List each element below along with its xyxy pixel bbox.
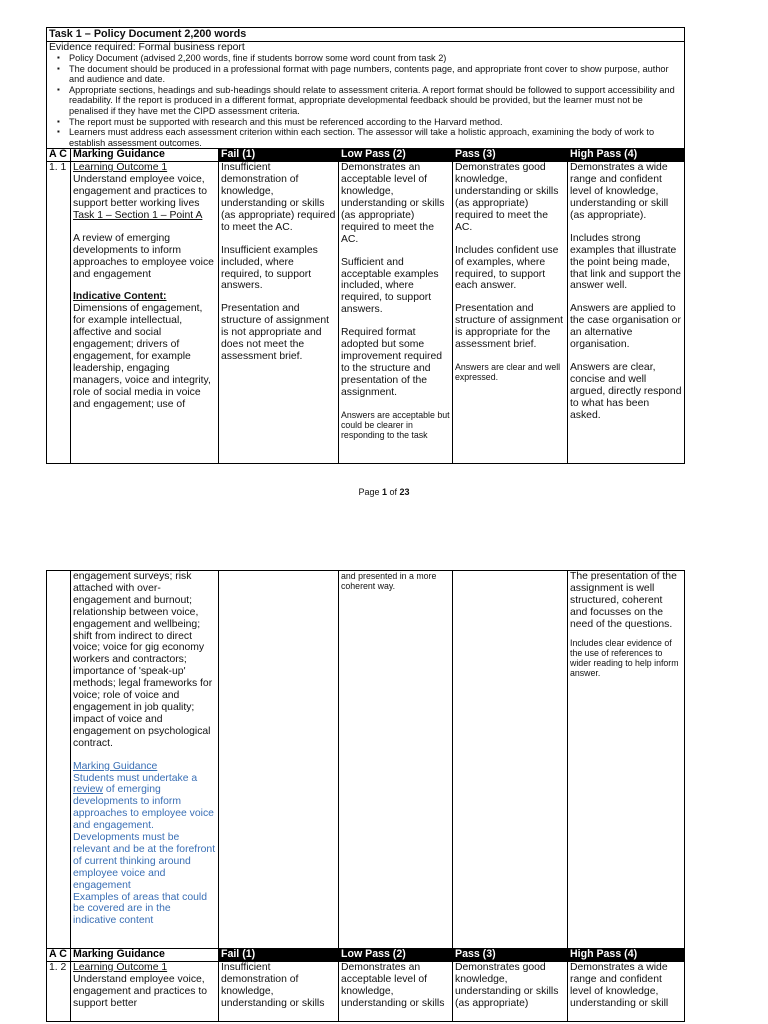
table-row: [47, 961, 685, 1021]
marking-guidance-cell: [71, 961, 219, 1021]
header-high-pass: High Pass (4): [568, 149, 685, 162]
high-pass-criterion: Includes strong examples that illustrate the point being made, that link and support the answer well.: [570, 232, 681, 292]
table-row: [47, 571, 685, 949]
header-marking-guidance: Marking Guidance: [71, 149, 219, 162]
high-pass-criterion: Answers are clear, concise and well argued, directly respond to what has been asked.: [570, 361, 682, 421]
high-pass-criterion: The presentation of the assignment is well structured, coherent and focusses on the need of the questions.: [570, 571, 677, 630]
header-low-pass: Low Pass (2): [339, 149, 453, 162]
fail-criterion: Insufficient demonstration of knowledge, understanding or skills: [221, 961, 325, 1009]
pass-criterion: Presentation and structure of assignment is appropriate for the assessment brief.: [455, 303, 563, 351]
learning-outcome-title: Learning Outcome 1: [73, 961, 168, 973]
learning-outcome-text: Understand employee voice, engagement and practices to support better working lives: [73, 174, 208, 209]
pass-cell: [453, 961, 568, 1021]
evidence-bullet: ▪ Appropriate sections, headings and sub-headings should relate to assessment criteria. A report format should be followed to support accessibility and readability. If the report is produced in a different format, appropriate developmental feedback should be provided, but the learner must not be penalised if they have met the CIPD assessment criteria.: [69, 85, 682, 117]
header-fail: Fail (1): [219, 149, 339, 162]
marking-guidance-examples: Examples of areas that could be covered are in the indicative content: [73, 891, 207, 927]
header-pass: Pass (3): [453, 949, 568, 962]
assessment-table-page-2: [46, 570, 685, 1022]
table-header-row: [47, 149, 685, 162]
high-pass-criterion: Answers are applied to the case organisation or an alternative organisation.: [570, 303, 681, 351]
header-ac: A C: [47, 149, 71, 162]
header-low-pass: Low Pass (2): [339, 949, 453, 962]
high-pass-cell: [568, 162, 685, 464]
evidence-bullet: ▪ Policy Document (advised 2,200 words, fine if students borrow some word count from task 2): [69, 53, 682, 64]
high-pass-cell: [568, 571, 685, 949]
evidence-bullet: ▪ The document should be produced in a professional format with page numbers, contents page, and appropriate front cover to show purpose, author and audience and date.: [69, 64, 682, 85]
section-reference: Task 1 – Section 1 – Point A: [73, 209, 203, 221]
table-row: [47, 162, 685, 464]
pass-cell: [453, 162, 568, 464]
low-pass-cell: [339, 961, 453, 1021]
evidence-bullet: ▪ Learners must address each assessment criterion within each section. The assessor will take a holistic approach, examining the body of work to establish assessment outcomes.: [69, 127, 682, 148]
indicative-content-text: engagement surveys; risk attached with over-engagement and burnout; relationship between voice, engagement and wellbeing; shift from indirect to direct voice; voice for gig economy workers and contractors; importance of 'speak-up' methods; legal frameworks for voice; role of voice and engagement in job quality; impact of voice and engagement on psychological contract.: [73, 571, 213, 749]
low-pass-note: Answers are acceptable but could be clearer in responding to the task: [341, 409, 450, 440]
page-number: Page 1 of 23: [358, 487, 410, 497]
ac-number: 1. 2: [47, 961, 71, 1021]
fail-criterion: Presentation and structure of assignment is not appropriate and does not meet the assessment brief.: [221, 303, 329, 362]
evidence-bullet: ▪ The report must be supported with research and this must be referenced according to the Harvard method.: [69, 117, 682, 128]
pass-cell: [453, 571, 568, 949]
header-ac: A C: [47, 949, 71, 962]
low-pass-cell: [339, 571, 453, 949]
evidence-intro: Evidence required: Formal business report: [49, 42, 245, 53]
marking-guidance-cell: [71, 571, 219, 949]
fail-criterion: Insufficient examples included, where required, to support answers.: [221, 244, 318, 292]
high-pass-criterion: Demonstrates a wide range and confident level of knowledge, understanding or skill: [570, 961, 669, 1009]
header-fail: Fail (1): [219, 949, 339, 962]
task-title: Task 1 – Policy Document 2,200 words: [47, 28, 685, 42]
table-header-row: [47, 949, 685, 962]
learning-outcome-title: Learning Outcome 1: [73, 162, 168, 174]
marking-guidance-title: Marking Guidance: [73, 760, 158, 772]
header-marking-guidance: Marking Guidance: [71, 949, 219, 962]
pass-criterion: Demonstrates good knowledge, understanding or skills (as appropriate) required to meet the AC.: [455, 162, 559, 233]
low-pass-cell: [339, 162, 453, 464]
low-pass-criterion: Demonstrates an acceptable level of knowledge, understanding or skills: [341, 961, 445, 1009]
evidence-bullets: [49, 53, 682, 148]
low-pass-criterion: Required format adopted but some improvement required to the structure and presentation of the assignment.: [341, 327, 443, 398]
evidence-cell: [47, 42, 685, 149]
low-pass-criterion: Sufficient and acceptable examples included, where required, to support answers.: [341, 256, 439, 316]
indicative-content-title: Indicative Content:: [73, 291, 167, 303]
header-high-pass: High Pass (4): [568, 949, 685, 962]
pass-criterion: Includes confident use of examples, where required, to support each answer.: [455, 244, 559, 292]
fail-cell: [219, 571, 339, 949]
review-text: A review of emerging developments to inform approaches to employee voice and engagement: [73, 232, 214, 280]
header-pass: Pass (3): [453, 149, 568, 162]
high-pass-note: Includes clear evidence of the use of references to wider reading to help inform answer.: [570, 637, 679, 678]
marking-guidance-text: Students must undertake a review of emerging developments to inform approaches to employee voice and engagement. Developments must be relevant and be at the forefront of current thinking around employee voice and engagement: [73, 772, 216, 891]
indicative-content-text: Dimensions of engagement, for example intellectual, affective and social engagement; drivers of engagement, for example leadership, engaging managers, voice and integrity, role of social media in voice and engagement; use of: [73, 303, 211, 410]
low-pass-criterion: Demonstrates an acceptable level of knowledge, understanding or skills (as appropriate) required to meet the AC.: [341, 162, 445, 245]
assessment-table-page-1: [46, 27, 685, 464]
low-pass-note: and presented in a more coherent way.: [341, 571, 437, 591]
fail-cell: [219, 162, 339, 464]
pass-criterion: Demonstrates good knowledge, understanding or skills (as appropriate): [455, 961, 559, 1009]
fail-cell: [219, 961, 339, 1021]
marking-guidance-cell: [71, 162, 219, 464]
ac-number: 1. 1: [47, 162, 71, 464]
fail-criterion: Insufficient demonstration of knowledge, understanding or skills (as appropriate) required to meet the AC.: [221, 162, 336, 233]
high-pass-cell: [568, 961, 685, 1021]
pass-note: Answers are clear and well expressed.: [455, 361, 561, 382]
learning-outcome-text: Understand employee voice, engagement and practices to support better: [73, 973, 208, 1009]
high-pass-criterion: Demonstrates a wide range and confident level of knowledge, understanding or skill (as appropriate).: [570, 162, 669, 221]
ac-number: [47, 571, 71, 949]
